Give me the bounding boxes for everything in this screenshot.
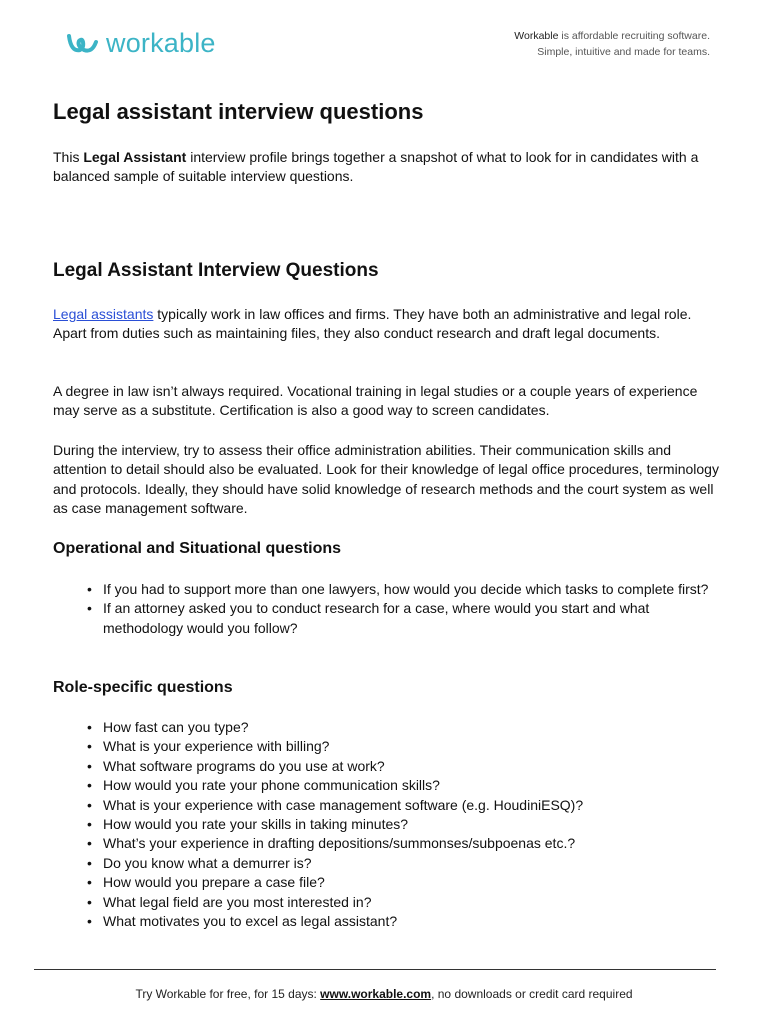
operational-list <box>84 580 724 638</box>
section-title: Legal Assistant Interview Questions <box>53 260 379 281</box>
list-item: • How fast can you type? <box>84 718 724 737</box>
tagline-line2: Simple, intuitive and made for teams. <box>537 46 710 58</box>
legal-assistants-link[interactable]: Legal assistants <box>53 306 154 322</box>
workable-logo-icon <box>66 32 100 56</box>
page-title: Legal assistant interview questions <box>53 99 424 124</box>
footer <box>0 987 768 1001</box>
list-item: • If an attorney asked you to conduct research for a case, where would you start and what methodology would you follow? <box>84 599 724 638</box>
list-item: • How would you rate your skills in taking minutes? <box>84 815 724 834</box>
list-item: • Do you know what a demurrer is? <box>84 854 724 873</box>
logo-text: workable <box>106 28 216 58</box>
list-item: • What motivates you to excel as legal assistant? <box>84 912 724 931</box>
list-item: • If you had to support more than one lawyers, how would you decide which tasks to complete first? <box>84 580 724 599</box>
role-specific-list <box>84 718 724 931</box>
operational-heading: Operational and Situational questions <box>53 540 342 557</box>
list-item: • What is your experience with billing? <box>84 737 724 756</box>
paragraph-2: A degree in law isn’t always required. Vocational training in legal studies or a couple years of experience may serve as a substitute. Certification is also a good way to screen candidates. <box>53 383 698 419</box>
header-tagline <box>514 28 710 60</box>
intro-paragraph <box>53 148 723 187</box>
intro-prefix: This <box>53 149 84 165</box>
tagline-line1: is affordable recruiting software. <box>558 30 710 42</box>
list-item: • What software programs do you use at work? <box>84 757 724 776</box>
paragraph-1-text: typically work in law offices and firms. They have both an administrative and legal role. Apart from duties such as maintaining files, they also conduct research and draft legal documents. <box>53 306 692 342</box>
footer-suffix: , no downloads or credit card required <box>431 987 633 1001</box>
tagline-brand: Workable <box>514 30 559 42</box>
intro-bold: Legal Assistant <box>83 149 187 165</box>
intro-rest: interview profile brings together a snapshot of what to look for in candidates with a balanced sample of suitable interview questions. <box>53 149 699 185</box>
role-specific-heading: Role-specific questions <box>53 679 233 696</box>
paragraph-3: During the interview, try to assess their office administration abilities. Their communication skills and attention to detail should also be evaluated. Look for their knowledge of legal office procedures, terminology and protocols. Ideally, they should have solid knowledge of research methods and the court system as well as case management software. <box>53 442 719 517</box>
paragraph-1 <box>53 305 723 344</box>
list-item: • What is your experience with case management software (e.g. HoudiniESQ)? <box>84 796 724 815</box>
workable-website-link[interactable]: www.workable.com <box>320 987 432 1001</box>
list-item: • What legal field are you most interested in? <box>84 893 724 912</box>
workable-logo <box>66 28 216 59</box>
list-item: • How would you rate your phone communication skills? <box>84 776 724 795</box>
footer-prefix: Try Workable for free, for 15 days: <box>135 987 321 1001</box>
list-item: • How would you prepare a case file? <box>84 873 724 892</box>
footer-divider <box>34 969 716 970</box>
list-item: • What’s your experience in drafting depositions/summonses/subpoenas etc.? <box>84 834 724 853</box>
